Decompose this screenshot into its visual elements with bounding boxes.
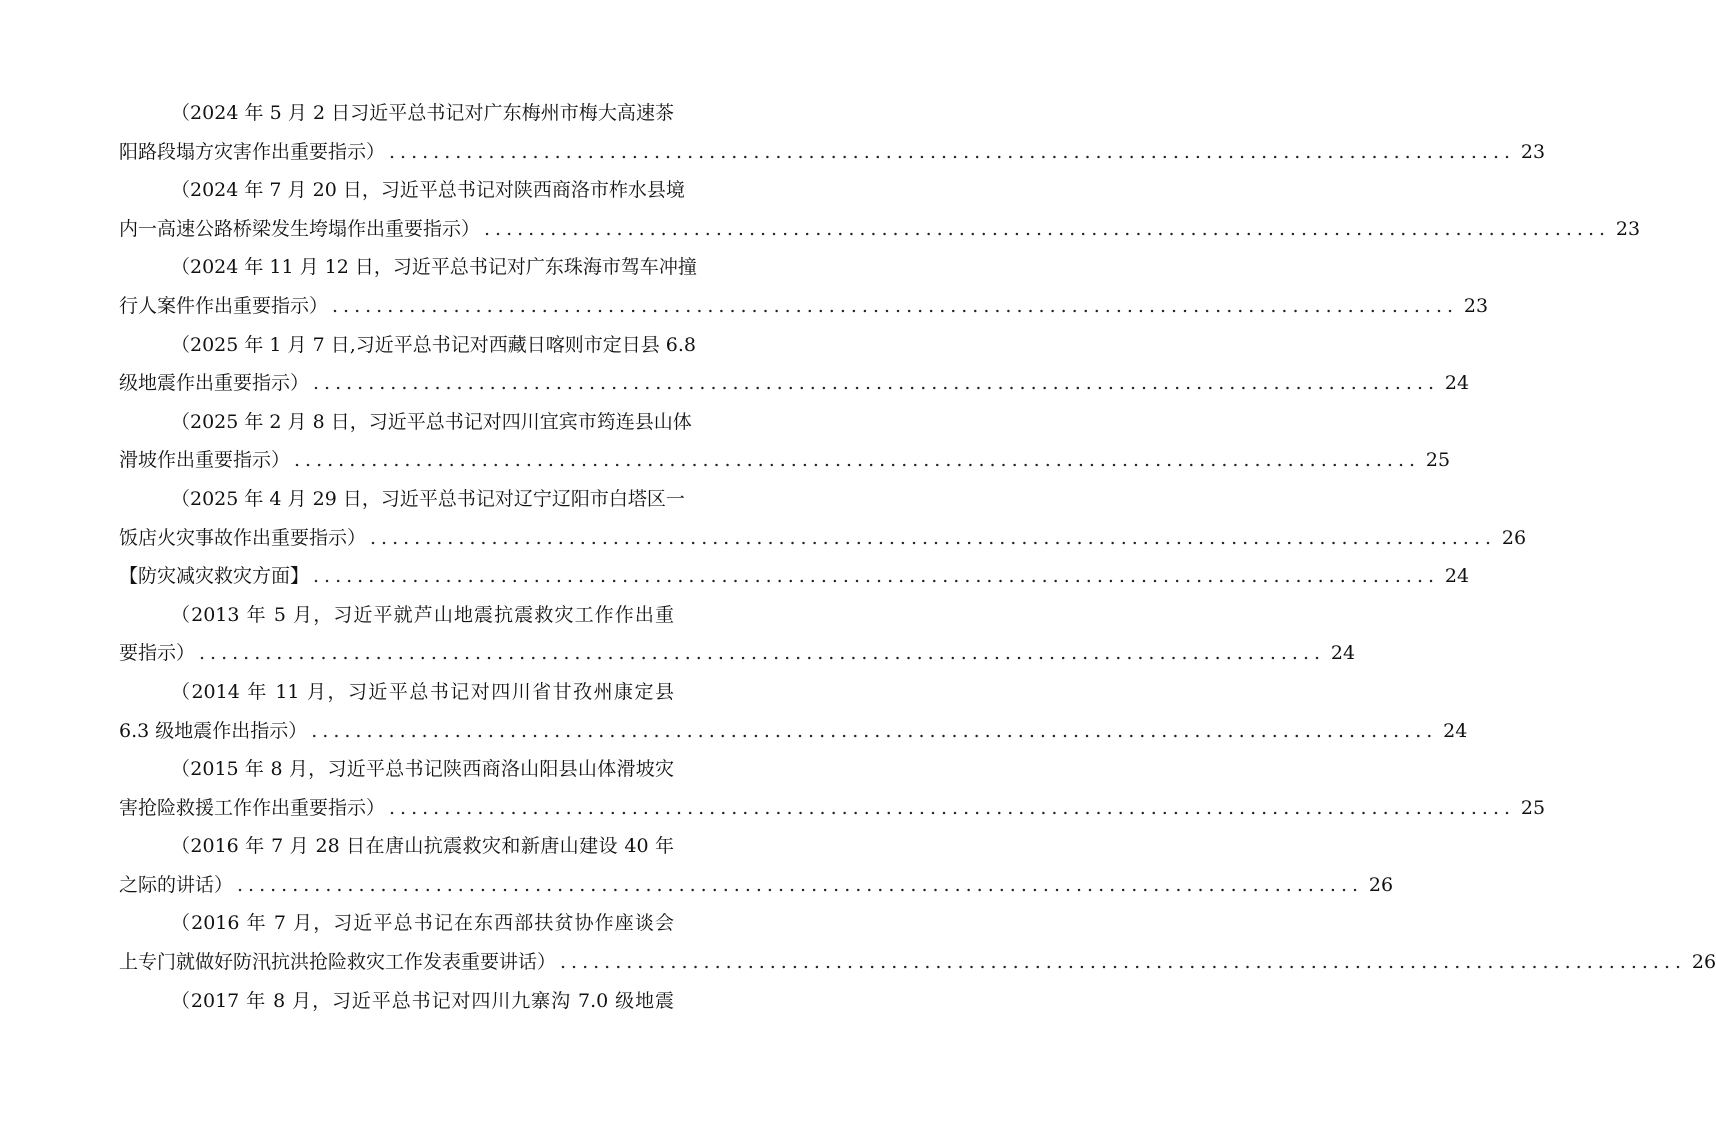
toc-entry-4-line-1: （2025 年 1 月 7 日,习近平总书记对西藏日喀则市定日县 6.8 — [171, 333, 697, 356]
dot-leader: ...................................................................................................... — [311, 719, 1438, 742]
toc-section-entry-3-text: 害抢险救援工作作出重要指示） — [119, 796, 386, 819]
toc-section-heading[interactable] — [119, 557, 1470, 596]
toc-entry-5-line-2[interactable] — [119, 441, 1451, 480]
toc-section-entry-2-page: 24 — [1443, 719, 1468, 742]
toc-entry-2-line-1: （2024 年 7 月 20 日，习近平总书记对陕西商洛市柞水县境 — [171, 179, 685, 202]
toc-entry-1-line-1: （2024 年 5 月 2 日习近平总书记对广东梅州市梅大高速茶 — [171, 102, 674, 124]
dot-leader: ...................................................................................................... — [237, 873, 1364, 896]
toc-entry-3-line-2[interactable] — [119, 287, 1489, 326]
dot-leader: ...................................................................................................... — [313, 372, 1440, 395]
toc-entry-2-page: 23 — [1615, 217, 1641, 240]
toc-section-entry-4-text: 之际的讲话） — [119, 873, 234, 896]
toc-entry-6-text: 饭店火灾事故作出重要指示） — [119, 526, 367, 549]
dot-leader: ...................................................................................................... — [199, 642, 1326, 665]
toc-section-entry-2-line-1: （2014 年 11 月，习近平总书记对四川省甘孜州康定县 — [171, 680, 674, 703]
toc-section-entry-5-text: 上专门就做好防汛抗洪抢险救灾工作发表重要讲话） — [119, 951, 557, 974]
toc-entry-2-line-2[interactable] — [119, 210, 1641, 249]
section-page: 24 — [1444, 565, 1470, 588]
dot-leader: ...................................................................................................... — [313, 565, 1440, 588]
dot-leader: ...................................................................................................... — [294, 449, 1421, 472]
dot-leader: ...................................................................................................... — [389, 140, 1516, 163]
toc-trailing-line: （2017 年 8 月，习近平总书记对四川九寨沟 7.0 级地震 — [171, 989, 674, 1012]
toc-section-entry-4-page: 26 — [1368, 873, 1394, 896]
toc-section-entry-4-line-1: （2016 年 7 月 28 日在唐山抗震救灾和新唐山建设 40 年 — [171, 835, 674, 858]
section-title: 【防灾减灾救灾方面】 — [119, 565, 310, 588]
toc-entry-1-page: 23 — [1520, 140, 1546, 163]
toc-section-entry-3-line-2[interactable] — [119, 789, 1546, 828]
toc-entry-3-page: 23 — [1463, 294, 1489, 317]
toc-section-entry-5-page: 26 — [1691, 951, 1716, 974]
toc-entry-4-text: 级地震作出重要指示） — [119, 372, 310, 395]
dot-leader: ...................................................................................................... — [389, 796, 1516, 819]
toc-section-entry-5-line-2[interactable] — [119, 943, 1716, 982]
toc-entry-6-page: 26 — [1501, 526, 1527, 549]
toc-entry-5-text: 滑坡作出重要指示） — [119, 449, 291, 472]
toc-entry-3-line-1: （2024 年 11 月 12 日，习近平总书记对广东珠海市驾车冲撞 — [171, 256, 697, 279]
toc-entry-5-line-1: （2025 年 2 月 8 日，习近平总书记对四川宜宾市筠连县山体 — [171, 410, 692, 433]
dot-leader: ...................................................................................................... — [370, 526, 1497, 549]
toc-entry-1-text: 阳路段塌方灾害作出重要指示） — [119, 140, 386, 163]
toc-section-entry-2-text: 6.3 级地震作出指示） — [119, 719, 308, 742]
toc-entry-4-page: 24 — [1444, 372, 1470, 395]
toc-section-entry-1-line-2[interactable] — [119, 634, 1356, 673]
toc-entry-2-text: 内一高速公路桥梁发生垮塌作出重要指示） — [119, 217, 481, 240]
toc-entry-3-text: 行人案件作出重要指示） — [119, 294, 329, 317]
dot-leader: ...................................................................................................... — [560, 951, 1687, 974]
toc-section-entry-1-line-1: （2013 年 5 月，习近平就芦山地震抗震救灾工作作出重 — [171, 603, 674, 626]
dot-leader: ...................................................................................................... — [484, 217, 1611, 240]
toc-section-entry-3-page: 25 — [1520, 796, 1546, 819]
toc-entry-6-line-1: （2025 年 4 月 29 日，习近平总书记对辽宁辽阳市白塔区一 — [171, 487, 685, 510]
toc-entry-1-line-2[interactable] — [119, 133, 1546, 172]
toc-section-entry-3-line-1: （2015 年 8 月，习近平总书记陕西商洛山阳县山体滑坡灾 — [171, 758, 674, 781]
toc-section-entry-1-page: 24 — [1330, 642, 1356, 665]
table-of-contents — [119, 94, 1716, 1020]
toc-entry-4-line-2[interactable] — [119, 364, 1470, 403]
toc-entry-5-page: 25 — [1425, 449, 1451, 472]
dot-leader: ...................................................................................................... — [332, 294, 1459, 317]
toc-section-entry-2-line-2[interactable] — [119, 712, 1468, 751]
toc-entry-6-line-2[interactable] — [119, 519, 1527, 558]
toc-section-entry-4-line-2[interactable] — [119, 866, 1394, 905]
toc-section-entry-1-text: 要指示） — [119, 642, 196, 665]
toc-section-entry-5-line-1: （2016 年 7 月，习近平总书记在东西部扶贫协作座谈会 — [171, 912, 674, 935]
